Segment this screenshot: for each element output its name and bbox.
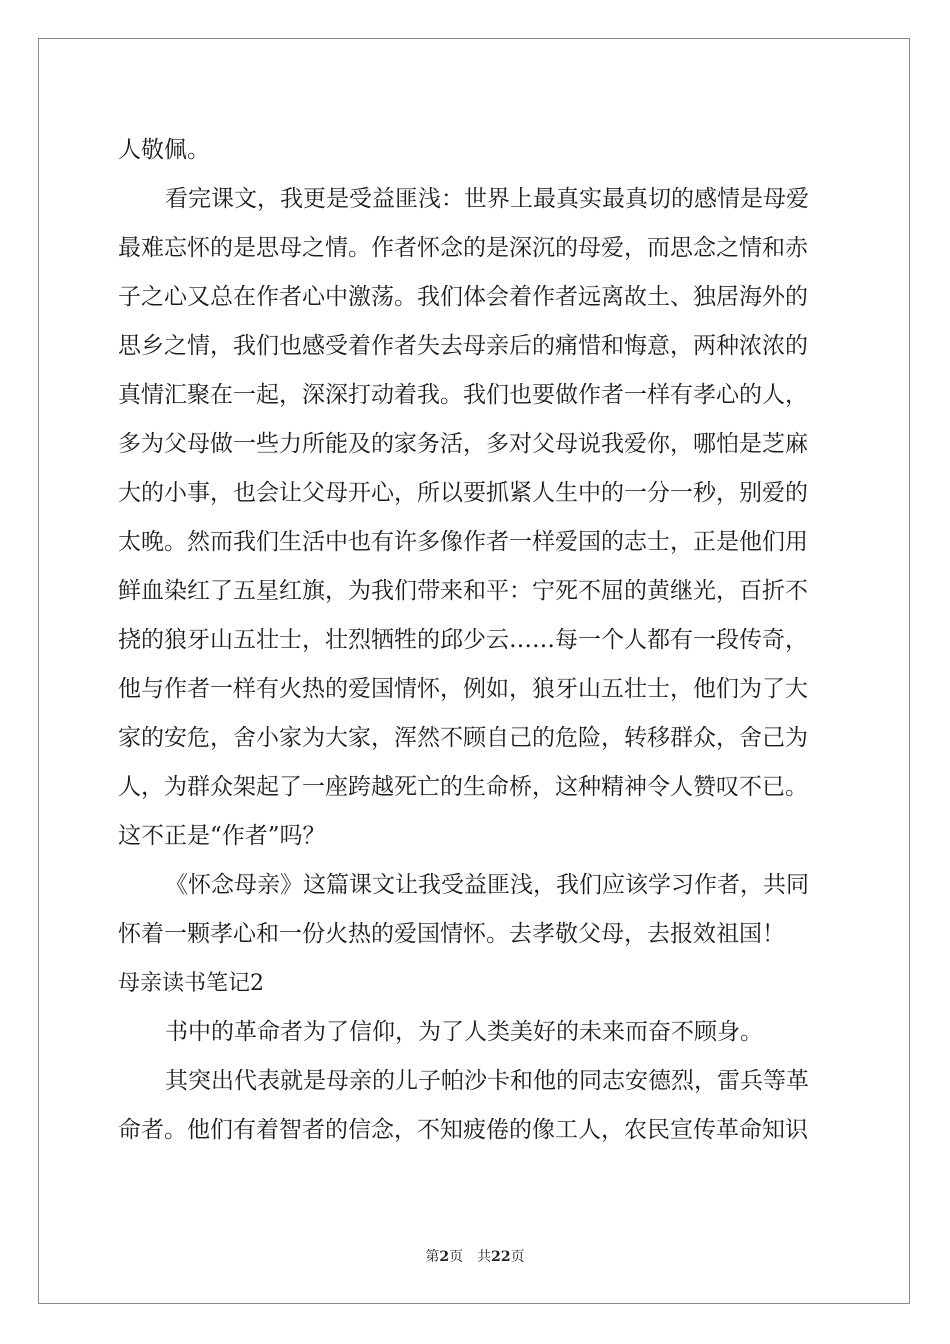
text-line: 大的小事，也会让父母开心，所以要抓紧人生中的一分一秒，别爱的 xyxy=(118,480,808,506)
text-line: 这不正是“作者”吗？ xyxy=(118,823,326,849)
page-suffix: 页 xyxy=(449,1249,464,1265)
text-line: 怀着一颗孝心和一份火热的爱国情怀。去孝敬父母，去报效祖国！ xyxy=(118,921,785,947)
document-body xyxy=(118,126,838,1155)
page-footer xyxy=(0,1246,950,1266)
text-line: 真情汇聚在一起，深深打动着我。我们也要做作者一样有孝心的人， xyxy=(118,382,808,408)
text-line: 书中的革命者为了信仰，为了人类美好的未来而奋不顾身。 xyxy=(165,1019,763,1045)
text-line: 命者。他们有着智者的信念，不知疲倦的像工人，农民宣传革命知识 xyxy=(118,1117,808,1143)
text-line: 人，为群众架起了一座跨越死亡的生命桥，这种精神令人赞叹不已。 xyxy=(118,774,808,800)
text-line: 太晚。然而我们生活中也有许多像作者一样爱国的志士，正是他们用 xyxy=(118,529,808,555)
text-line: 《怀念母亲》这篇课文让我受益匪浅，我们应该学习作者，共同 xyxy=(165,872,809,898)
text-line: 挠的狼牙山五壮士，壮烈牺牲的邱少云……每一个人都有一段传奇， xyxy=(118,627,808,653)
text-line: 思乡之情，我们也感受着作者失去母亲后的痛惜和悔意，两种浓浓的 xyxy=(118,333,808,359)
text-line: 看完课文，我更是受益匪浅：世界上最真实最真切的感情是母爱 xyxy=(165,186,809,212)
text-line: 人敬佩。 xyxy=(118,137,210,163)
total-page-count: 22 xyxy=(491,1249,511,1265)
page-prefix: 第 xyxy=(425,1249,440,1265)
text-line: 他与作者一样有火热的爱国情怀，例如，狼牙山五壮士，他们为了大 xyxy=(118,676,808,702)
total-suffix: 页 xyxy=(510,1249,525,1265)
text-line: 最难忘怀的是思母之情。作者怀念的是深沉的母爱，而思念之情和赤 xyxy=(118,235,808,261)
text-line: 多为父母做一些力所能及的家务活，多对父母说我爱你，哪怕是芝麻 xyxy=(118,431,808,457)
current-page-number: 2 xyxy=(439,1249,450,1265)
section-heading: 母亲读书笔记2 xyxy=(118,971,264,996)
total-prefix: 共 xyxy=(477,1249,492,1265)
text-line: 家的安危，舍小家为大家，浑然不顾自己的危险，转移群众，舍己为 xyxy=(118,725,808,751)
text-line: 子之心又总在作者心中激荡。我们体会着作者远离故土、独居海外的 xyxy=(118,284,808,310)
text-line: 其突出代表就是母亲的儿子帕沙卡和他的同志安德烈，雷兵等革 xyxy=(165,1068,809,1094)
text-line: 鲜血染红了五星红旗，为我们带来和平：宁死不屈的黄继光，百折不 xyxy=(118,578,808,604)
